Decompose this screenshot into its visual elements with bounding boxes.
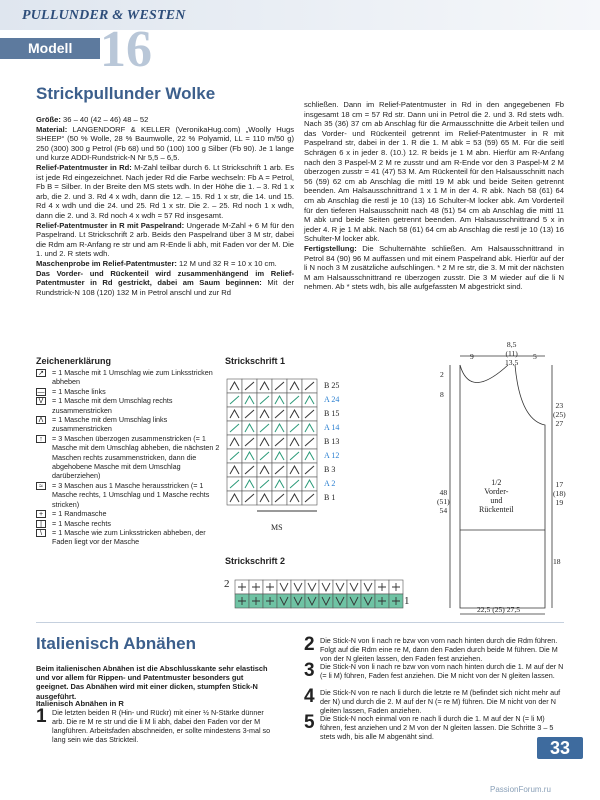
legend-symbol-icon: ↑ bbox=[36, 435, 46, 443]
legend bbox=[36, 368, 226, 547]
schematic-right-top: 5 bbox=[533, 352, 537, 361]
step-number: 1 bbox=[36, 706, 47, 727]
legend-item: — = 1 Masche links bbox=[37, 386, 106, 396]
legend-heading: Zeichenerklärung bbox=[36, 356, 112, 366]
chart1-repeat-label: MS bbox=[271, 523, 283, 532]
left-col-paragraph: Material: LANGENDORF & KELLER (VeronikaHug.com) „Woolly Hugs SHEEP“ (50 % Wolle, 28 % Baumwolle, 22 % Polyamid, LL = 110 m/50 g) 250 (300) 300 g Petrol (Fb 68) und 50 (100) 100 g Silber (Fb 90). Je 1 lange und kurze ADDI-Rundstrick-N Nr 5,5 – 6,5. bbox=[36, 124, 294, 163]
chart1-row-label: A 2 bbox=[324, 479, 336, 488]
legend-symbol-icon: V bbox=[36, 397, 46, 405]
schematic-neck-front: 2 bbox=[440, 370, 444, 379]
step-text: Die Stick-N von li nach re bzw von vorn nach hinten durch die 1. M auf der N (= li M) führen, Faden fest anziehen. Die M nicht von der N gleiten lassen. bbox=[320, 662, 564, 680]
section-divider bbox=[36, 622, 564, 623]
step-text: Die Stick-N von li nach re bzw von vorn nach hinten durch die Rdm führen. Folgt auf die Rdm eine re M, dann den Faden durch beide M führen. Die M von der N gleiten lassen, den Faden fest anziehen. bbox=[320, 636, 558, 663]
schematic-piece-label: 1/2 Vorder- und Rückenteil bbox=[479, 478, 514, 514]
left-col-paragraph: Größe: 36 – 40 (42 – 46) 48 – 52 bbox=[36, 115, 149, 124]
schematic-height: 48 (51) 54 bbox=[437, 488, 450, 515]
step-text: Die Stick-N von re nach li durch die letzte re M (befindet sich nicht mehr auf der N) und durch die 2. M auf der N (= re M) führen. Die M nicht von der N gleiten lassen, Faden anziehen. bbox=[320, 688, 561, 715]
chart1-row-label: A 12 bbox=[324, 451, 340, 460]
schematic-armhole: 23 (25) 27 bbox=[553, 401, 566, 428]
legend-item: \ = 1 Masche wie zum Linksstricken abheben, der Faden liegt vor der Masche bbox=[36, 528, 226, 547]
instructions-left bbox=[36, 115, 294, 297]
schematic-hem: 18 bbox=[553, 557, 561, 566]
legend-symbol-icon: ≈ bbox=[36, 482, 46, 490]
legend-item: ↗ = 1 Masche mit 1 Umschlag wie zum Linksstricken abheben bbox=[36, 368, 226, 387]
step-text: Die letzten beiden R (Hin- und Rückr) mit einer ½ N-Stärke dünner arb. Die re M re str und die li M li abh, dabei den Faden vor der M langführen. Arbeitsfaden abschneiden, er sollte mindestens 3-mal so lang sein wie das Strickteil. bbox=[52, 708, 271, 744]
step-number: 5 bbox=[304, 712, 315, 733]
legend-item: + = 1 Randmasche bbox=[36, 509, 226, 518]
legend-symbol-icon: + bbox=[36, 510, 46, 518]
legend-symbol-icon: — bbox=[37, 388, 45, 396]
chart1-row-label: B 1 bbox=[324, 493, 336, 502]
legend-symbol-icon: | bbox=[36, 520, 46, 528]
legend-item: | = 1 Masche rechts bbox=[36, 519, 226, 528]
legend-item: Λ = 1 Masche mit dem Umschlag links zusammenstricken bbox=[36, 415, 226, 434]
legend-symbol-icon: \ bbox=[36, 529, 46, 537]
left-col-paragraph: Das Vorder- und Rückenteil wird zusammenhängend im Relief-Patentmuster in Rd gestrickt, dabei am Saum beginnen: Mit der Rundstrick-N 108 (120) 132 M in Petrol anschl und zur Rd bbox=[36, 268, 294, 297]
chart2-row-top: 2 bbox=[224, 578, 230, 590]
model-label: Modell bbox=[28, 40, 73, 56]
left-col-paragraph: Relief-Patentmuster in R mit Paspelrand: Ungerade M-Zahl + 6 M für den Paspelrand. Lt Strickschrift 2 arb. Beids den Paspelrand über 3 M str, dabei die Rdm am R-Anfang re str und am R-Ende li abh, mit Faden vor der M. Die 1. und 2. R stets wdh. bbox=[36, 220, 294, 259]
legend-item: ↑ = 3 Maschen überzogen zusammenstricken (= 1 Masche mit dem Umschlag abheben, die nächsten 2 Maschen rechts zusammenstricken, dann die abgehobene Masche mit dem Umschlag darüberziehen) bbox=[36, 434, 226, 481]
chart2-heading: Strickschrift 2 bbox=[225, 556, 286, 566]
left-col-paragraph: Maschenprobe im Relief-Patentmuster: 12 M und 32 R = 10 x 10 cm. bbox=[36, 258, 277, 268]
schematic-width: 22,5 (25) 27,5 bbox=[477, 605, 521, 614]
step-number: 2 bbox=[304, 634, 315, 655]
page-number: 33 bbox=[537, 737, 583, 759]
chart1-row-label: A 24 bbox=[324, 395, 340, 404]
schematic-shoulder: 8,5 (11) 13,5 bbox=[505, 340, 519, 367]
step-number: 4 bbox=[304, 686, 315, 707]
step-text: Die Stick-N noch einmal von re nach li durch die 1. M auf der N (= li M) führen, fest anziehen und 2 M von der N gleiten lassen. Die Schritte 3 – 5 stets wdh, bis alle M abgenäht sind. bbox=[320, 714, 554, 741]
chart1-row-label: B 25 bbox=[324, 381, 340, 390]
footer-watermark: PassionForum.ru bbox=[490, 785, 551, 794]
schematic-left-top: 9 bbox=[470, 352, 474, 361]
knitting-chart-2 bbox=[225, 578, 415, 615]
instructions-right bbox=[304, 100, 564, 292]
right-col-paragraph: schließen. Dann im Relief-Patentmuster in Rd in den angegebenen Fb insgesamt 18 cm = 57 Rd str. Dann uni in Petrol die 2. und 3. Rd stets wdh. Nach 35 (36) 37 cm ab Anschlag für die Armausschnitte die Arbeit teilen und das Vorder- und Rückenteil getrennt im Relief-Patentmuster in R mit Paspelrand str, dabei in der 1. R die 1. M abk = 53 (59) 65 M. Für die seitl Schrägen 6 x in jeder 8. (10.) 12. R beids je 1 M abn. Hierfür am R-Anfang nach den 3 Paspel-M 2 M re zusstr und am R-Ende vor den 3 Paspel-M 2 M überzogen zusstr = 41 (47) 53 M. Am Rückenteil für den Halsausschnitt nach 56 (59) 62 cm ab Anschlag die mittl 19 M abk und beide Seiten getrennt beenden. Am Halsausschnittrand 1 x 1 M in der 4. R abk. Nach 58 (61) 64 cm ab Anschlag die restl je 10 (13) 16 Schulter-M locker abk. Am Vorderteil für den tieferen Halsausschnitt nach 48 (51) 54 cm ab Anschlag die mittl 11 M abk und beide Seiten getrennt beenden. Am Halsausschnittrand 5 x in jeder 4. R je 1 M abk. Nach 58 (61) 64 cm ab Anschlag die restl je 10 (13) 16 Schulter-M locker abk. bbox=[304, 100, 564, 244]
legend-symbol-icon: Λ bbox=[36, 416, 46, 424]
right-col-paragraph: Fertigstellung: Die Schulternähte schließen. Am Halsausschnittrand in Petrol 84 (90) 96 M auffassen und mit einem Paspelrand abk. Hierfür auf der li N noch 3 M zusätzliche aufschlingen. * 2 M re str, die 3. M mit der nächsten M am Halsausschnittrand re überzogen zusstr. Die 3 M wieder auf die li N nehmen. Ab * stets wdh, bis alle aufgefassten M abgestrickt sind. bbox=[304, 243, 564, 292]
legend-item: V = 1 Masche mit dem Umschlag rechts zusammenstricken bbox=[36, 396, 226, 415]
chart1-row-label: B 15 bbox=[324, 409, 340, 418]
step-number: 3 bbox=[304, 660, 315, 681]
left-col-paragraph: Relief-Patentmuster in Rd: M-Zahl teilbar durch 6. Lt Strickschrift 1 arb. Es ist jede Rd eingezeichnet. Nach jeder Rd die Farbe wechseln: Fb A = Petrol, Fb B = Silber. In der Breite den MS stets wdh. In der Höhe die 1. – 3. Rd 1 x arb, die 2. und 3. Rd 4 x wdh, dann die 12. – 15. Rd 1 x str, die 14. und 15. Rd 4 x wdh und die 24. und 25. Rd 1 x str. Die 2. – 25. Rd noch 1 x wdh, dann die 2. und 3. Rd noch 4 x wdh = 57 Rd insgesamt. bbox=[36, 162, 295, 220]
series-title: PULLUNDER & WESTEN bbox=[22, 8, 186, 23]
legend-symbol-icon: ↗ bbox=[36, 369, 46, 377]
chart1-heading: Strickschrift 1 bbox=[225, 356, 286, 366]
legend-item: ≈ = 3 Maschen aus 1 Masche herausstricken (= 1 Masche rechts, 1 Umschlag und 1 Masche rechts stricken) bbox=[36, 481, 226, 509]
model-number: 16 bbox=[100, 21, 152, 78]
schematic-side: 17 (18) 19 bbox=[553, 480, 566, 507]
chart2-row-bottom: 1 bbox=[404, 595, 410, 607]
page-title: Strickpullunder Wolke bbox=[36, 84, 216, 103]
chart1-row-label: A 14 bbox=[324, 423, 340, 432]
italian-intro: Beim italienischen Abnähen ist die Abschlusskante sehr elastisch und vor allem für Rippen- und Patentmuster besonders gut geeignet. Das Abnähen wird mit einer dicken, stumpfen Stick-N ausgeführt. bbox=[36, 664, 268, 701]
chart1-row-label: B 3 bbox=[324, 465, 336, 474]
chart1-row-label: B 13 bbox=[324, 437, 340, 446]
italian-subtitle: Italienisch Abnähen in R bbox=[36, 699, 124, 708]
italian-title: Italienisch Abnähen bbox=[36, 634, 196, 653]
chart2-grid bbox=[225, 578, 415, 610]
schematic-neck-back: 8 bbox=[440, 390, 444, 399]
